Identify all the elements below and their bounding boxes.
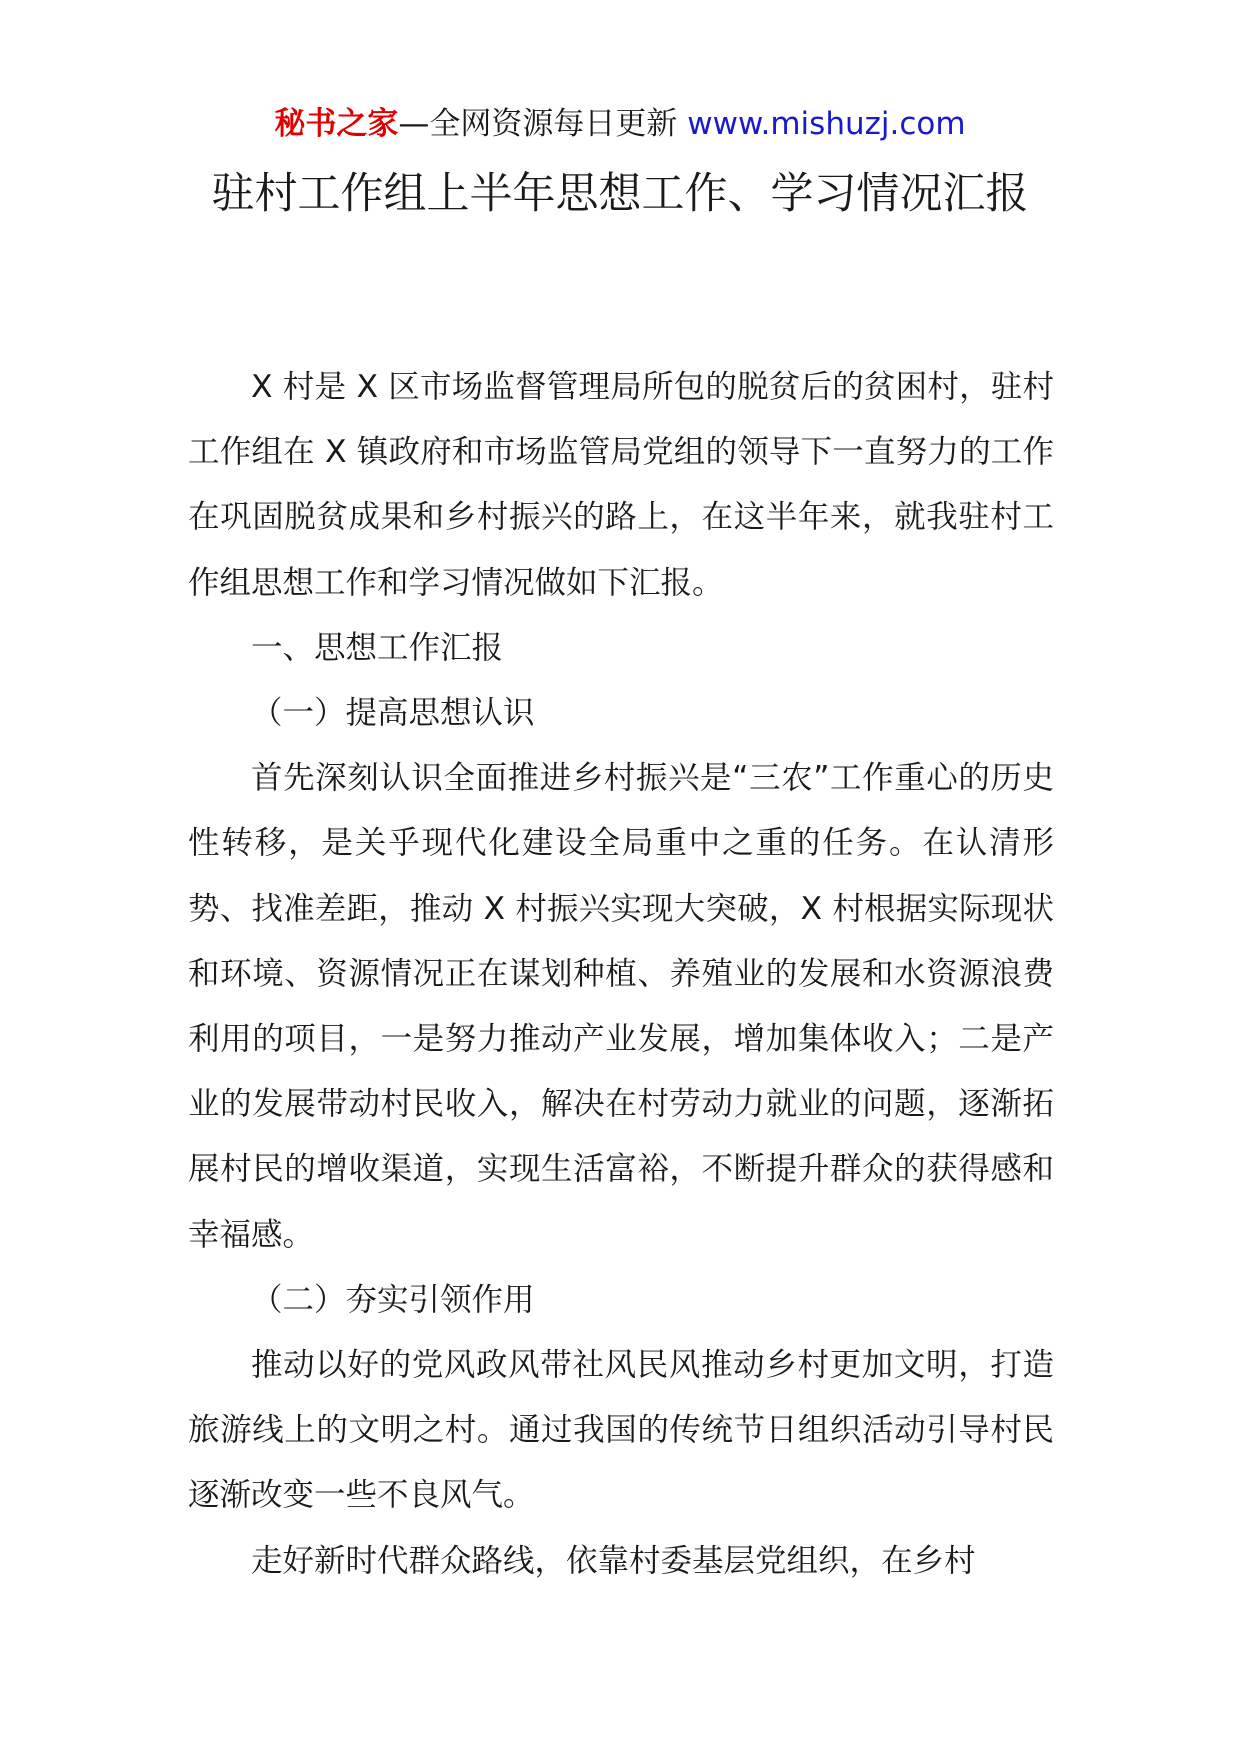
paragraph: 走好新时代群众路线，依靠村委基层党组织，在乡村 xyxy=(251,1542,976,1579)
subsection-heading-2: （二）夯实引领作用 xyxy=(251,1281,535,1318)
paragraph: 推动以好的党风政风带社风民风推动乡村更加文明，打造旅游线上的文明之村。通过我国的传统节日组织活动引导村民逐渐改变一些不良风气。 xyxy=(188,1347,1054,1514)
section-heading-1: 一、思想工作汇报 xyxy=(251,629,504,666)
paragraph-intro: X 村是 X 区市场监督管理局所包的脱贫后的贫困村，驻村工作组在 X 镇政府和市场监管局党组的领导下一直努力的工作在巩固脱贫成果和乡村振兴的路上，在这半年来，就我驻村工作组思想工作和学习情况做如下汇报。 xyxy=(188,369,1054,601)
subsection-heading-1: （一）提高思想认识 xyxy=(251,695,535,732)
paragraph: 首先深刻认识全面推进乡村振兴是“三农”工作重心的历史性转移，是关乎现代化建设全局重中之重的任务。在认清形势、找准差距，推动 X 村振兴实现大突破，X 村根据实际现状和环境、资源情况正在谋划种植、养殖业的发展和水资源浪费利用的项目，一是努力推动产业发展，增加集体收入；二是产业的发展带动村民收入，解决在村劳动力就业的问题，逐渐拓展村民的增收渠道，实现生活富裕，不断提升群众的获得感和幸福感。 xyxy=(188,760,1054,1253)
site-banner xyxy=(0,98,1240,150)
brand-name: 秘书之家 xyxy=(274,106,399,142)
document-title: 驻村工作组上半年思想工作、学习情况汇报 xyxy=(211,169,1029,219)
site-url-link[interactable]: www.mishuzj.com xyxy=(687,106,966,142)
document-body xyxy=(188,355,1054,1594)
banner-tagline: —全网资源每日更新 xyxy=(398,106,688,142)
